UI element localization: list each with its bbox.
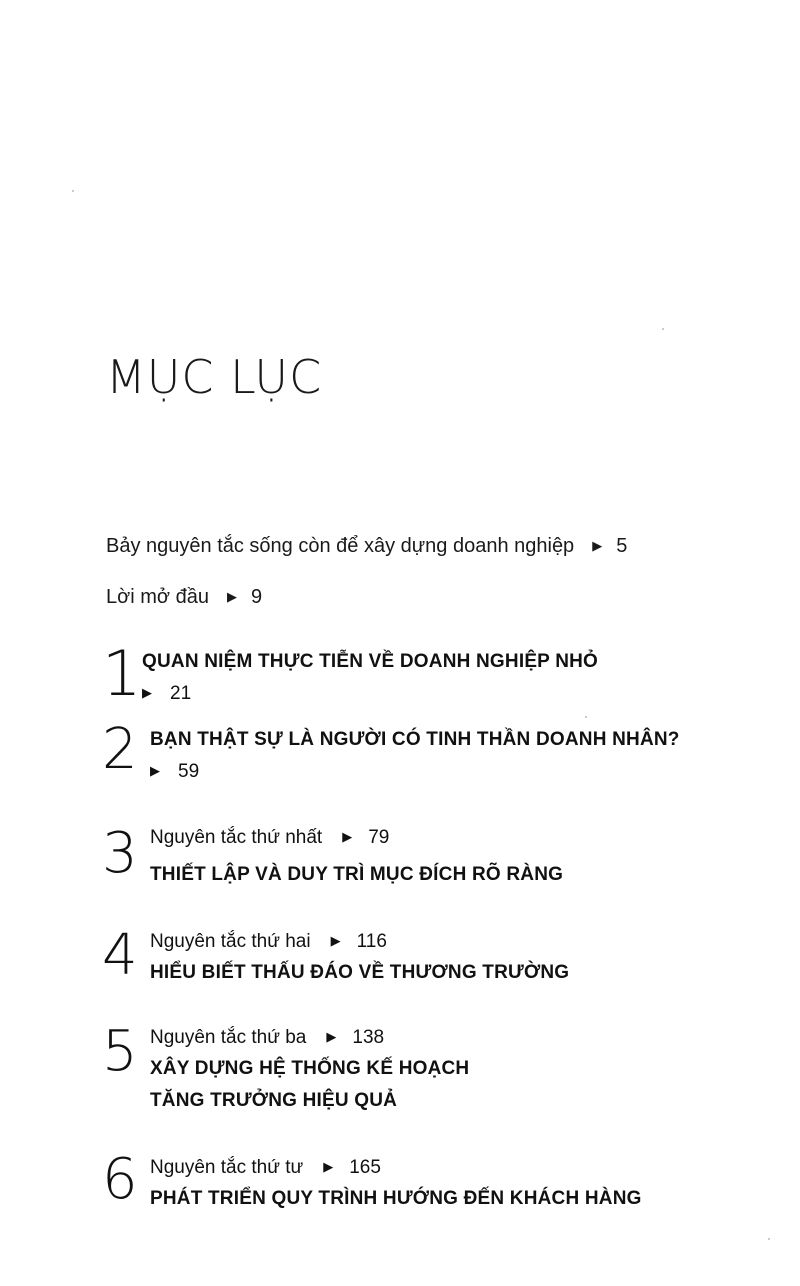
chapter-number: 1 xyxy=(102,637,142,710)
chapter-page: 138 xyxy=(352,1027,385,1048)
rule-label: Nguyên tắc thứ hai xyxy=(150,931,311,952)
rule-label: Nguyên tắc thứ tư xyxy=(150,1157,304,1178)
chapter-title: THIẾT LẬP VÀ DUY TRÌ MỤC ĐÍCH RÕ RÀNG xyxy=(150,864,564,885)
play-arrow-icon: ▶ xyxy=(150,763,160,778)
play-arrow-icon: ▶ xyxy=(342,829,353,844)
paper-speck xyxy=(662,328,664,330)
play-arrow-icon: ▶ xyxy=(326,1029,337,1044)
play-arrow-icon: ▶ xyxy=(226,589,237,604)
play-arrow-icon: ▶ xyxy=(330,933,341,948)
chapter-number: 4 xyxy=(102,923,138,988)
paper-speck xyxy=(72,190,74,192)
entry-page: 9 xyxy=(250,586,263,608)
chapter-page: 116 xyxy=(356,931,387,952)
chapter-page: 165 xyxy=(349,1157,381,1178)
play-arrow-icon: ▶ xyxy=(142,685,152,700)
page-title: MỤC LỤC xyxy=(106,350,323,404)
chapter-title: XÂY DỰNG HỆ THỐNG KẾ HOẠCH xyxy=(150,1058,470,1079)
rule-label: Nguyên tắc thứ nhất xyxy=(150,827,323,848)
rule-label: Nguyên tắc thứ ba xyxy=(150,1027,307,1048)
entry-label: Bảy nguyên tắc sống còn để xây dựng doanh nghiệp xyxy=(106,535,575,557)
play-arrow-icon: ▶ xyxy=(323,1159,334,1174)
chapter-number: 5 xyxy=(102,1019,138,1084)
chapter-number: 3 xyxy=(102,821,138,886)
chapter-title: PHÁT TRIỂN QUY TRÌNH HƯỚNG ĐẾN KHÁCH HÀNG xyxy=(150,1188,642,1209)
paper-speck xyxy=(585,716,587,718)
play-arrow-icon: ▶ xyxy=(592,538,603,553)
entry-page: 5 xyxy=(616,535,628,557)
chapter-page: 21 xyxy=(170,683,192,704)
toc-entry[interactable] xyxy=(106,586,262,609)
chapter-title-line-2: TĂNG TRƯỞNG HIỆU QUẢ xyxy=(150,1090,398,1111)
chapter-page: 79 xyxy=(368,827,390,848)
chapter-title: HIỂU BIẾT THẤU ĐÁO VỀ THƯƠNG TRƯỜNG xyxy=(150,962,570,983)
toc-entry[interactable] xyxy=(106,535,627,558)
entry-label: Lời mở đầu xyxy=(106,586,209,608)
chapter-number: 2 xyxy=(102,717,138,782)
chapter-title: BẠN THẬT SỰ LÀ NGƯỜI CÓ TINH THẦN DOANH NHÂN? xyxy=(150,729,680,750)
chapter-title: QUAN NIỆM THỰC TIỄN VỀ DOANH NGHIỆP NHỎ xyxy=(142,651,599,672)
paper-speck xyxy=(768,1238,770,1240)
chapter-number: 6 xyxy=(102,1147,138,1212)
chapter-page: 59 xyxy=(178,761,200,782)
